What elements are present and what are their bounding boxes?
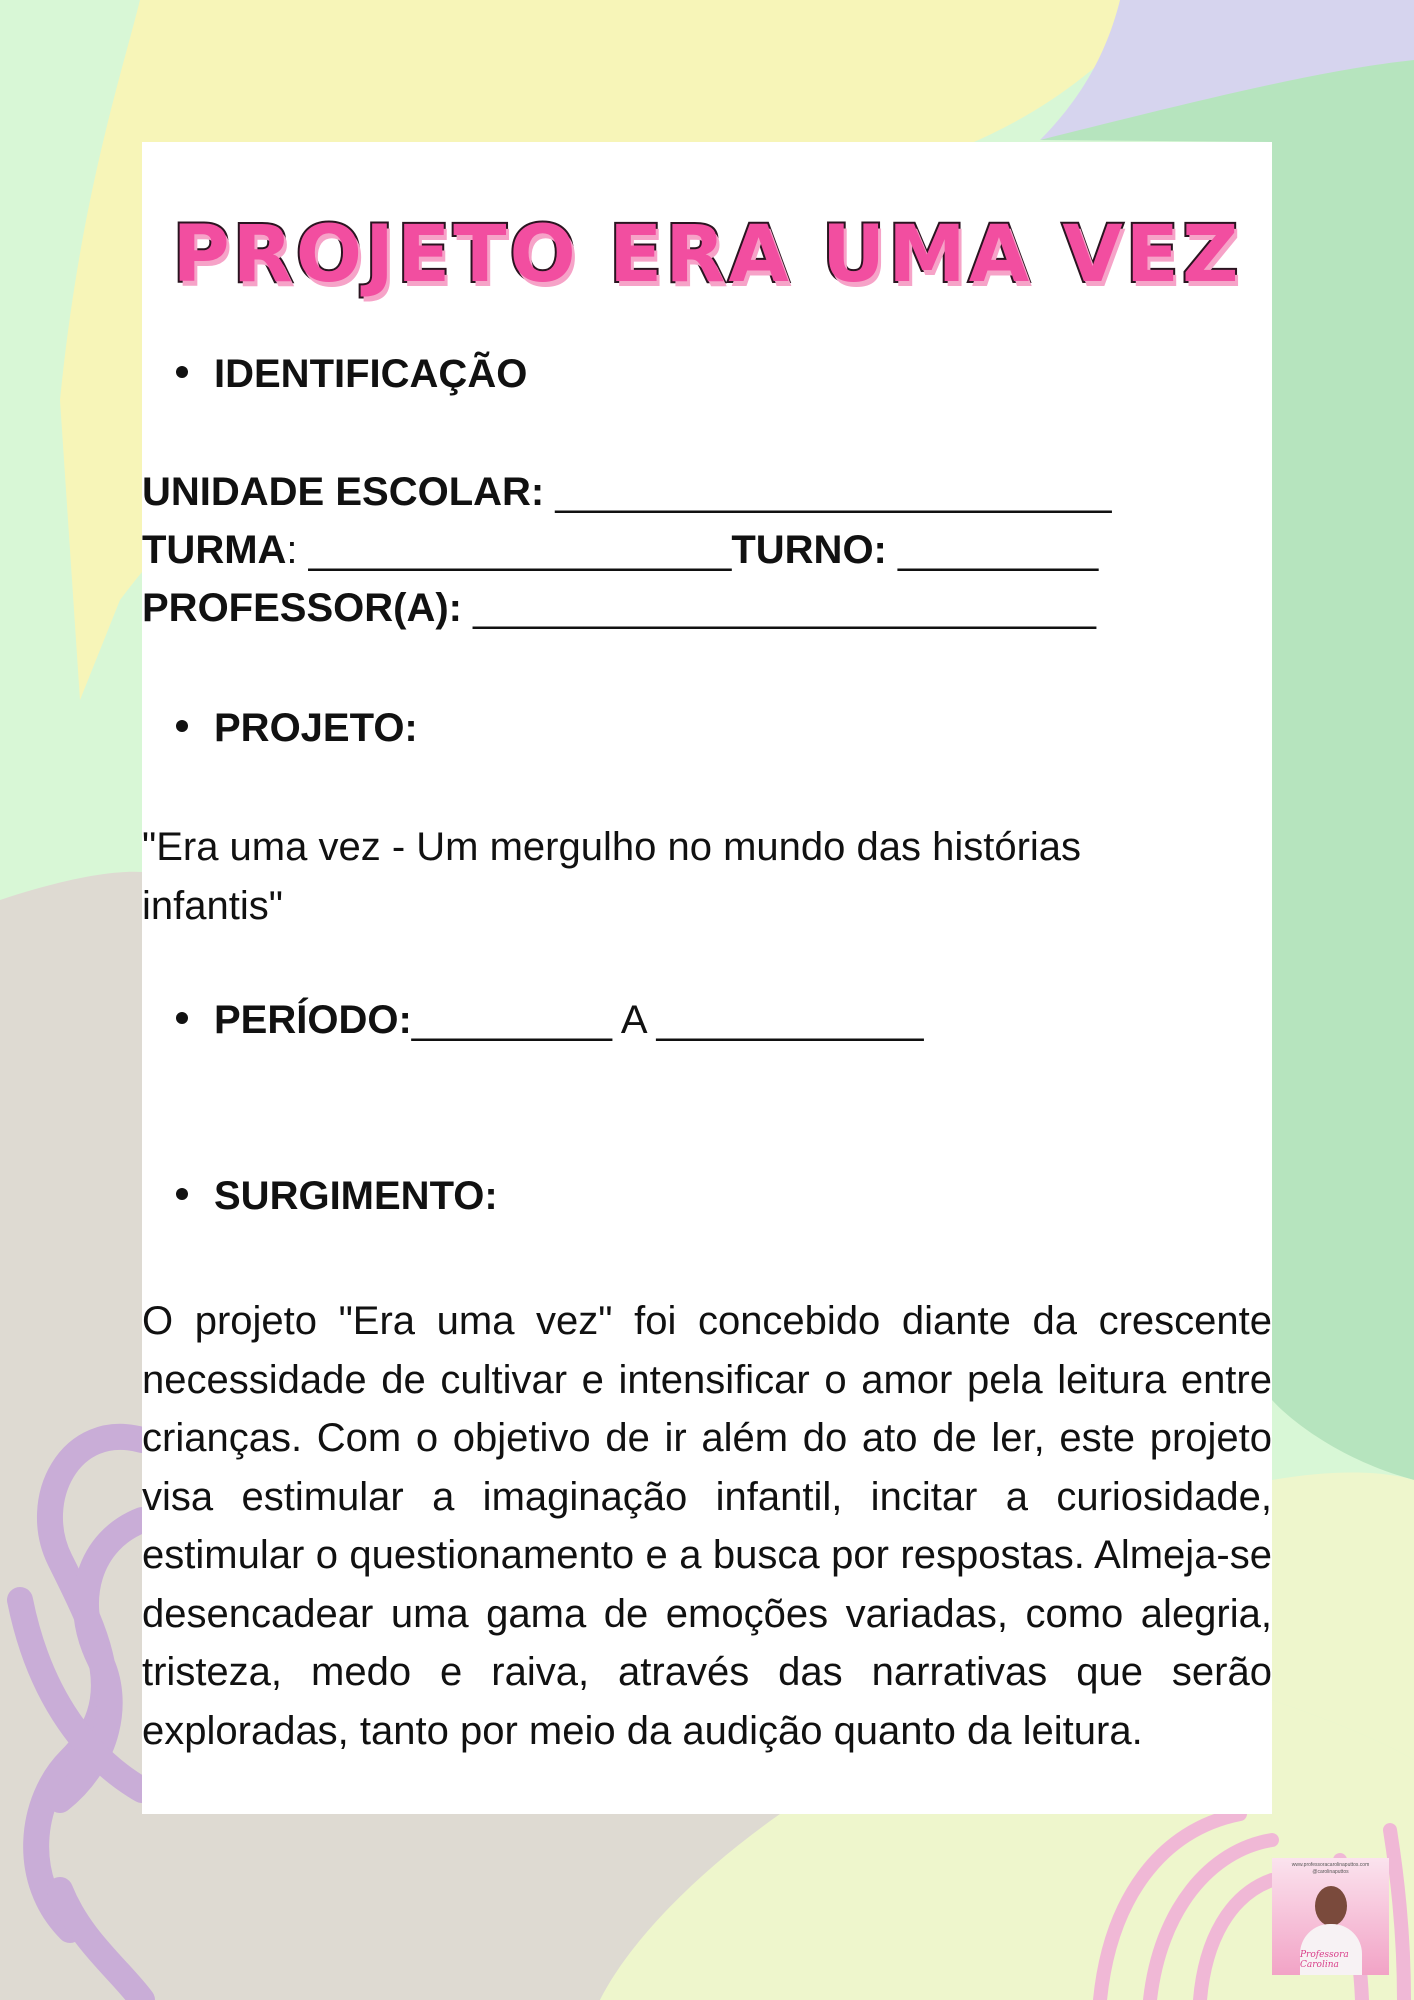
- unidade-blank[interactable]: _________________________: [555, 470, 1112, 514]
- section-periodo: PERÍODO:_________ A ____________: [176, 998, 923, 1043]
- badge-url: www.professoracarolinaputtos.com: [1291, 1862, 1370, 1868]
- turno-blank[interactable]: _________: [897, 528, 1099, 572]
- field-professor: PROFESSOR(A): ____________________________: [142, 586, 1097, 630]
- professor-blank[interactable]: ____________________________: [473, 586, 1097, 630]
- bullet-icon: [176, 1012, 188, 1024]
- turma-blank[interactable]: ___________________: [308, 528, 732, 572]
- section-projeto: PROJETO:: [176, 706, 418, 751]
- document-page: [142, 142, 1272, 1814]
- author-photo-head: [1315, 1886, 1347, 1926]
- project-name: "Era uma vez - Um mergulho no mundo das histórias infantis": [142, 825, 1082, 928]
- author-badge: [1272, 1858, 1389, 1975]
- field-turma-turno: TURMA: ___________________TURNO: _________: [142, 528, 1099, 572]
- page-title: PROJETO ERA UMA VEZ: [172, 210, 1242, 300]
- periodo-end-blank[interactable]: ____________: [656, 998, 924, 1042]
- section-identificacao: IDENTIFICAÇÃO: [176, 352, 527, 397]
- badge-signature: Professora Carolina: [1300, 1950, 1349, 1970]
- section-surgimento: SURGIMENTO:: [176, 1174, 498, 1219]
- field-unidade-escolar: UNIDADE ESCOLAR: _________________________: [142, 470, 1112, 514]
- bullet-icon: [176, 366, 188, 378]
- surgimento-paragraph: O projeto "Era uma vez" foi concebido diante da crescente necessidade de cultivar e intensificar o amor pela leitura entre crianças. Com o objetivo de ir além do ato de ler, este projeto visa estimular a imaginação infantil, incitar a curiosidade, estimular o questionamento e a busca por respostas. Almeja-se desencadear uma gama de emoções variadas, como alegria, tristeza, medo e raiva, através das narrativas que serão exploradas, tanto por meio da audição quanto da leitura.: [142, 1299, 1272, 1753]
- bullet-icon: [176, 1188, 188, 1200]
- periodo-start-blank[interactable]: _________: [411, 998, 613, 1042]
- badge-handle: @carolinaputtos: [1312, 1869, 1349, 1875]
- bullet-icon: [176, 720, 188, 732]
